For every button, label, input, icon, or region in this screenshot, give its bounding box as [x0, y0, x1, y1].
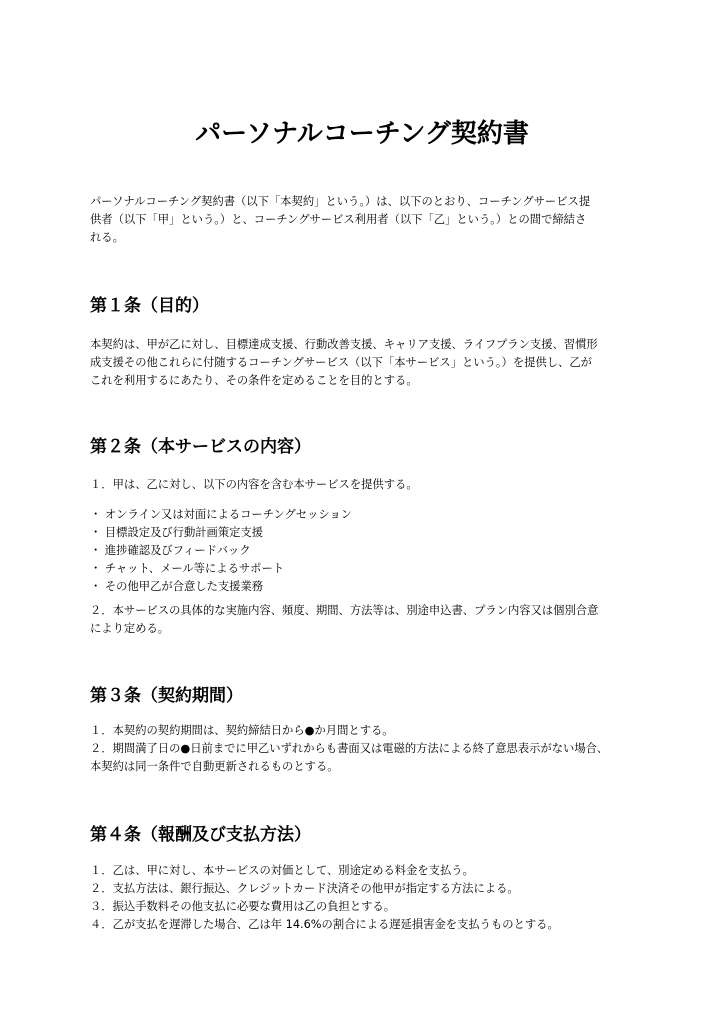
intro-line: 供者（以下「甲」という。）と、コーチングサービス利用者（以下「乙」という。）との間で締結さ	[90, 213, 587, 226]
article4-line: ２．支払方法は、銀行振込、クレジットカード決済その他甲が指定する方法による。	[90, 882, 519, 895]
article2-item2-line: により定める。	[90, 622, 170, 635]
article4-line: １．乙は、甲に対し、本サービスの対価として、別途定める料金を支払う。	[90, 864, 474, 877]
article1-line: 成支援その他これらに付随するコーチングサービス（以下「本サービス」という。）を提供し、乙が	[90, 356, 592, 369]
article2-item1	[90, 476, 650, 494]
list-item: ・ チャット、メール等によるサポート	[90, 562, 285, 575]
article2-heading: 第２条（本サービスの内容）	[90, 437, 311, 457]
article1-line: 本契約は、甲が乙に対し、目標達成支援、行動改善支援、キャリア支援、ライフプラン支援、習慣形	[90, 338, 598, 351]
article1-heading: 第１条（目的）	[90, 296, 209, 316]
article4-line: ４．乙が支払を遅滞した場合、乙は年 14.6%の割合による遅延損害金を支払うものとする。	[90, 918, 559, 931]
article4-body	[90, 862, 650, 934]
article2-item2-line: ２．本サービスの具体的な実施内容、頻度、期間、方法等は、別途申込書、プラン内容又は個別合意	[90, 604, 599, 617]
article2-bullet-list	[90, 506, 650, 596]
article3-line: 本契約は同一条件で自動更新されるものとする。	[90, 760, 339, 773]
intro-line: パーソナルコーチング契約書（以下「本契約」という。）は、以下のとおり、コーチングサービス提	[90, 195, 591, 208]
list-item: ・ オンライン又は対面によるコーチングセッション	[90, 508, 353, 521]
article3-heading: 第３条（契約期間）	[90, 686, 243, 706]
article4-line: ３．振込手数料その他支払に必要な費用は乙の負担とする。	[90, 900, 396, 913]
document-title: パーソナルコーチング契約書	[195, 119, 529, 149]
intro-paragraph	[90, 193, 650, 247]
article3-line: ２．期間満了日の●日前までに甲乙いずれからも書面又は電磁的方法による終了意思表示がない場合、	[90, 742, 609, 755]
intro-line: れる。	[90, 231, 124, 244]
list-item: ・ 進捗確認及びフィードバック	[90, 544, 251, 557]
article3-line: １．本契約の契約期間は、契約締結日から●か月間とする。	[90, 724, 394, 737]
article2-item2	[90, 602, 650, 638]
article1-line: これを利用するにあたり、その条件を定めることを目的とする。	[90, 374, 418, 387]
article3-body	[90, 722, 650, 776]
article1-body	[90, 336, 650, 390]
article4-heading: 第４条（報酬及び支払方法）	[90, 825, 311, 845]
list-item: ・ その他甲乙が合意した支援業務	[90, 580, 264, 593]
article2-item1-line: １．甲は、乙に対し、以下の内容を含む本サービスを提供する。	[90, 478, 418, 491]
list-item: ・ 目標設定及び行動計画策定支援	[90, 526, 264, 539]
